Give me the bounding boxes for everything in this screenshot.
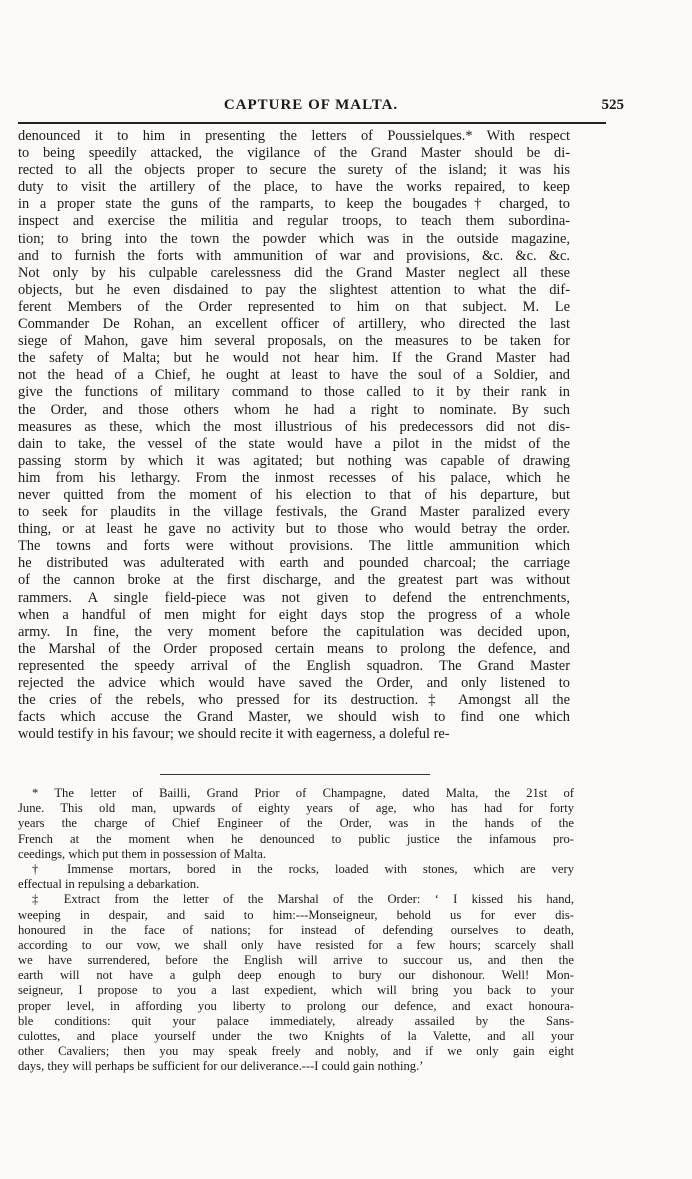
- footnote-line: earth will not have a gulph deep enough to bury our dishonour. Well! Mon-: [18, 968, 574, 983]
- footnote-line: ble conditions: quit your palace immediately, already assailed by the Sans-: [18, 1013, 574, 1028]
- footnote-line: days, they will perhaps be sufficient for our deliverance.---I could gain nothing.’: [18, 1059, 424, 1074]
- text-line: Not only by his culpable carelessness did the Grand Master neglect all these: [18, 264, 570, 281]
- text-line: of the cannon broke at the first discharge, and the greatest part was without: [18, 572, 570, 589]
- footnote-line: culottes, and place yourself under the two Knights of la Valette, and all your: [18, 1029, 574, 1043]
- text-line: represented the speedy arrival of the English squadron. The Grand Master: [18, 657, 570, 674]
- text-line: give the functions of military command to those called to it by their rank in: [18, 384, 570, 401]
- text-line: the Marshal of the Order proposed certain means to prolong the defence, and: [18, 640, 570, 657]
- footnote-line: weeping in despair, and said to him:---Monseigneur, behold us for ever dis-: [18, 907, 574, 922]
- header-rule: [18, 122, 606, 124]
- text-line: in a proper state the guns of the ramparts, to keep the bougades† charged, to: [18, 196, 570, 213]
- footnote-divider: [160, 774, 430, 775]
- text-line: never quitted from the moment of his election to that of his departure, but: [18, 486, 570, 503]
- text-line: would testify in his favour; we should recite it with eagerness, a doleful re-: [18, 726, 450, 743]
- text-line: objects, but he even disdained to pay the slightest attention to what the dif-: [18, 281, 570, 298]
- text-line: measures as these, which the most illustrious of his predecessors did not dis-: [18, 418, 570, 435]
- footnote-line: French at the moment when he denounced to public justice the infamous pro-: [18, 831, 574, 846]
- text-line: denounced it to him in presenting the letters of Poussielques.* With respect: [18, 128, 570, 144]
- text-line: dain to take, the vessel of the state would have a pilot in the midst of the: [18, 435, 570, 452]
- page-number: 525: [601, 97, 624, 113]
- text-line: to being speedily attacked, the vigilance of the Grand Master should be di-: [18, 145, 570, 162]
- text-line: when a handful of men might for eight days stop the progress of a whole: [18, 606, 570, 623]
- text-line: tion; to bring into the town the powder which was in the outside magazine,: [18, 230, 570, 247]
- text-line: not the head of a Chief, he ought at least to have the soul of a Soldier, and: [18, 367, 570, 384]
- footnote-line: * The letter of Bailli, Grand Prior of Champagne, dated Malta, the 21st of: [32, 786, 574, 800]
- text-line: to seek for plaudits in the village festivals, the Grand Master paralized every: [18, 504, 570, 521]
- text-line: him from his lethargy. From the inmost recesses of his palace, which he: [18, 469, 570, 486]
- text-line: Commander De Rohan, an excellent officer of artillery, who directed the last: [18, 316, 570, 333]
- text-line: inspect and exercise the militia and regular troops, to teach them subordina-: [18, 213, 570, 230]
- text-line: rejected the advice which would have saved the Order, and only listened to: [18, 675, 570, 691]
- text-line: and to furnish the forts with ammunition of war and provisions, &c. &c. &c.: [18, 247, 570, 264]
- text-line: duty to visit the artillery of the place, to have the works repaired, to keep: [18, 179, 570, 196]
- text-line: siege of Mahon, gave him several proposals, on the measures to be taken for: [18, 333, 570, 350]
- footnotes: [18, 786, 574, 1075]
- footnote-line: years the charge of Chief Engineer of the Order, was in the hands of the: [18, 816, 574, 831]
- footnote-line: other Cavaliers; then you may speak freely and nobly, and if we only gain eight: [18, 1044, 574, 1059]
- footnote-line: ‡ Extract from the letter of the Marshal of the Order: ‘ I kissed his hand,: [32, 892, 574, 907]
- footnote-line: seigneur, I propose to you a last expedient, which will bring you back to your: [18, 983, 574, 998]
- footnote-line: effectual in repulsing a debarkation.: [18, 877, 200, 892]
- footnote-line: honoured in the face of nations; for instead of defending ourselves to death,: [18, 922, 574, 937]
- text-line: he distributed was adulterated with earth and pounded charcoal; the carriage: [18, 555, 570, 572]
- footnote-line: we have surrendered, before the English will arrive to succour us, and then the: [18, 953, 574, 968]
- text-line: the safety of Malta; but he would not hear him. If the Grand Master had: [18, 350, 570, 367]
- text-line: thing, or at least he gave no activity but to those who would betray the order.: [18, 521, 570, 538]
- page-header: [18, 96, 624, 120]
- footnote-line: June. This old man, upwards of eighty years of age, who has had for forty: [18, 801, 574, 816]
- text-line: the cries of the rebels, who pressed for its destruction.‡ Amongst all the: [18, 692, 570, 709]
- text-line: passing storm by which it was agitated; but nothing was capable of drawing: [18, 452, 570, 469]
- text-line: army. In fine, the very moment before the capitulation was decided upon,: [18, 623, 570, 640]
- text-line: ferent Members of the Order represented to him on that subject. M. Le: [18, 298, 570, 315]
- text-line: the Order, and those others whom he had a right to nominate. By such: [18, 401, 570, 418]
- footnote-line: ceedings, which put them in possession of Malta.: [18, 846, 266, 861]
- footnote-line: according to our vow, we shall only have resisted for a few hours; scarcely shall: [18, 937, 574, 952]
- running-title: CAPTURE OF MALTA.: [223, 97, 399, 113]
- text-line: The towns and forts were without provisions. The little ammunition which: [18, 538, 570, 555]
- main-text: [18, 128, 570, 743]
- footnote-line: proper level, in affording you liberty to prolong our defence, and exact honoura-: [18, 998, 574, 1013]
- footnote-line: † Immense mortars, bored in the rocks, loaded with stones, which are very: [32, 861, 574, 876]
- text-line: rammers. A single field-piece was not given to defend the entrenchments,: [18, 589, 570, 606]
- text-line: facts which accuse the Grand Master, we should wish to find one which: [18, 709, 570, 726]
- text-line: rected to all the objects proper to secure the surety of the island; it was his: [18, 162, 570, 179]
